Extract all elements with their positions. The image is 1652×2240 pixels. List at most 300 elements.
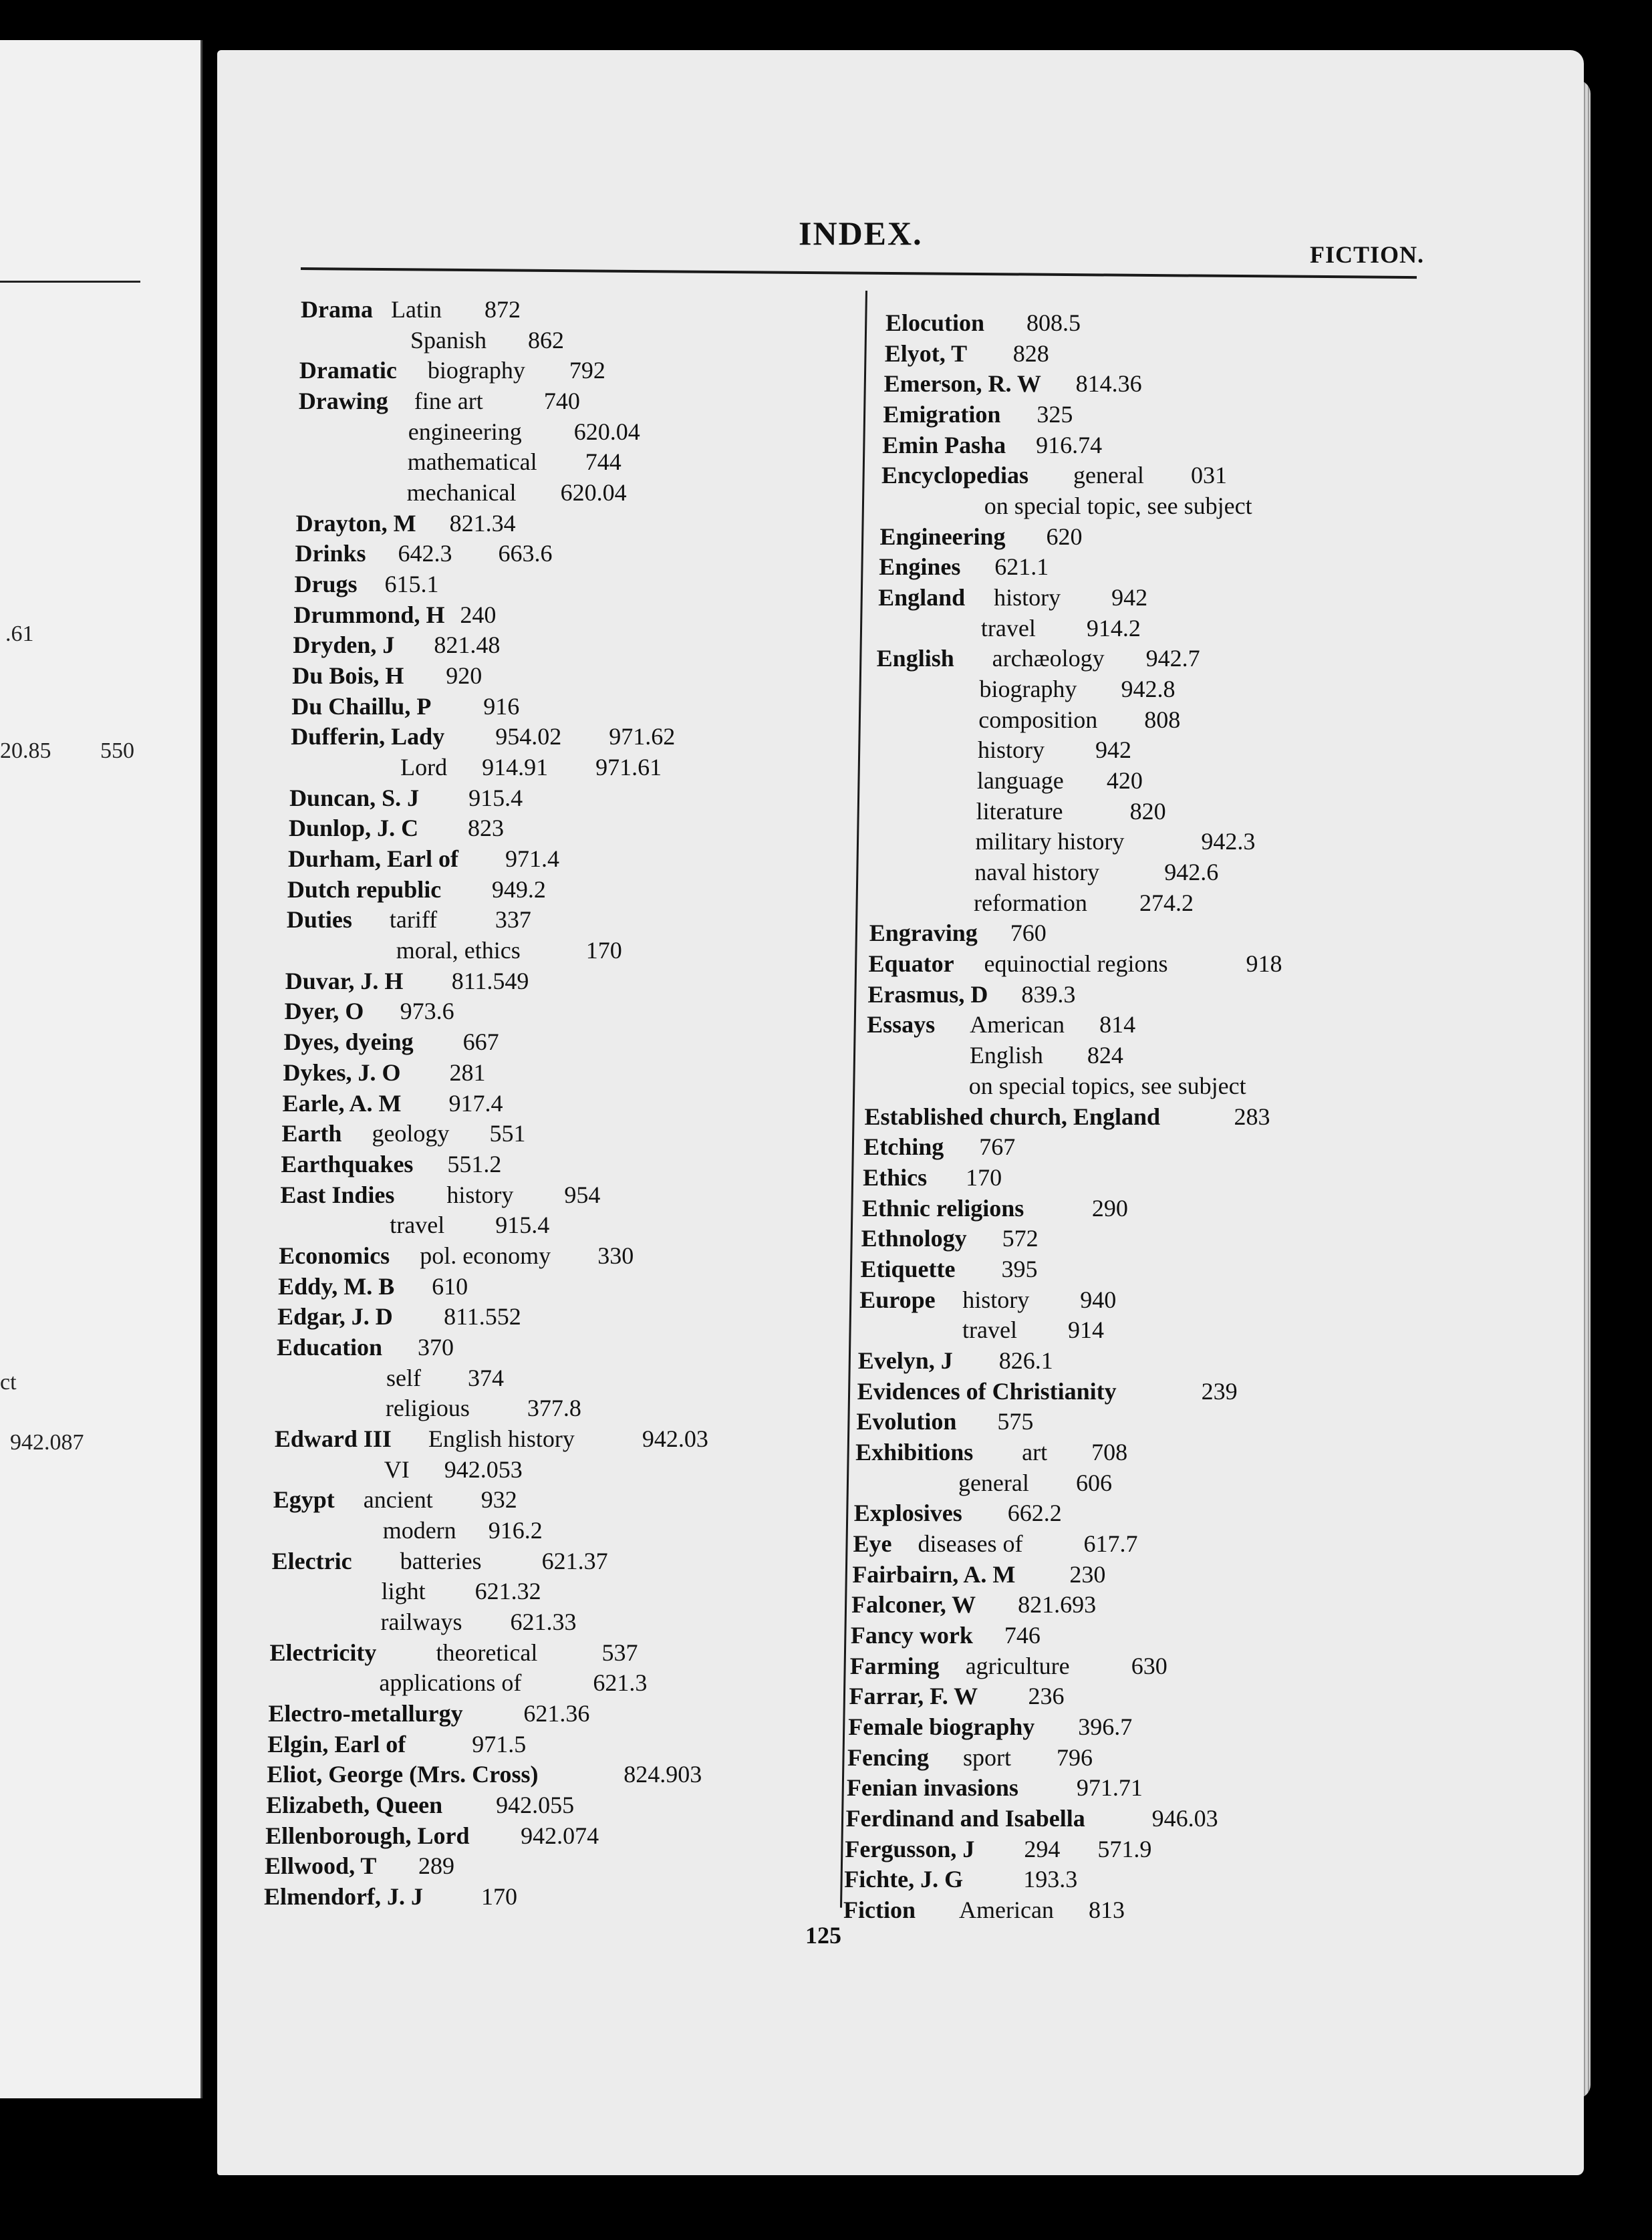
class-number: 942.053 (444, 1455, 523, 1483)
index-entry (287, 845, 559, 873)
index-entry (853, 1530, 1138, 1557)
class-number: 942 (1095, 736, 1132, 764)
index-term: Electro-metallurgy (268, 1699, 463, 1727)
index-entry (867, 980, 1076, 1008)
class-number: 551.2 (447, 1150, 502, 1177)
index-term: Europe (859, 1286, 936, 1313)
index-subterm: religious (385, 1395, 470, 1422)
class-number: 946.03 (1151, 1804, 1218, 1832)
class-number: 283 (1234, 1103, 1270, 1130)
index-term: Elocution (885, 309, 985, 336)
index-term: Fairbairn, A. M (852, 1560, 1016, 1588)
index-term: Ethics (863, 1163, 928, 1191)
index-term: Established church, England (864, 1103, 1160, 1130)
index-entry (849, 1683, 1065, 1710)
class-number: 942 (1111, 584, 1148, 611)
facing-page-text: 942.087 (10, 1430, 84, 1455)
index-subterm: modern (382, 1516, 456, 1544)
class-number: 290 (1091, 1194, 1128, 1222)
index-entry (879, 523, 1083, 550)
index-term: Engines (879, 553, 961, 581)
class-number: 971.61 (595, 754, 662, 781)
index-entry (286, 906, 531, 934)
index-entry (271, 1547, 608, 1574)
class-number: 395 (1001, 1255, 1038, 1282)
class-number: 760 (1010, 920, 1047, 947)
index-term: Etching (863, 1133, 944, 1161)
class-number: 606 (1075, 1469, 1112, 1496)
index-entry (864, 1103, 1270, 1130)
index-subterm: history (446, 1181, 514, 1208)
index-term: Fenian invasions (846, 1774, 1018, 1802)
index-subterm: mechanical (406, 479, 517, 507)
index-entry (291, 723, 676, 750)
index-term: Dykes, J. O (283, 1059, 401, 1086)
index-entry (845, 1804, 1218, 1832)
index-subterm: theoretical (436, 1639, 538, 1666)
class-number: 971.4 (505, 845, 559, 873)
index-entry (885, 309, 1081, 336)
class-number: 170 (585, 937, 622, 964)
index-term: Eye (853, 1530, 892, 1557)
class-number: 551 (489, 1120, 526, 1147)
index-entry (274, 1425, 708, 1452)
class-number: 821.48 (434, 632, 501, 659)
class-number: 862 (527, 326, 564, 354)
class-number: 289 (418, 1852, 455, 1880)
index-term: Earth (281, 1120, 342, 1147)
index-entry (280, 1181, 601, 1208)
index-entry (852, 1560, 1106, 1588)
class-number: 031 (1190, 462, 1227, 489)
index-entry (847, 1743, 1093, 1771)
index-entry (282, 1089, 503, 1117)
class-number: 828 (1012, 339, 1049, 367)
index-term: Duties (286, 906, 352, 934)
class-number: 621.36 (523, 1699, 590, 1727)
index-subterm: ancient (363, 1486, 433, 1514)
index-subterm: art (1022, 1438, 1048, 1465)
index-subterm: fine art (414, 388, 483, 415)
index-term: Economics (279, 1242, 390, 1269)
index-term: Electric (271, 1547, 352, 1574)
index-subterm: language (976, 767, 1064, 795)
class-number: 740 (543, 388, 580, 415)
index-term: Evidences of Christianity (857, 1377, 1117, 1405)
index-subterm: self (386, 1364, 421, 1391)
index-term: Edgar, J. D (277, 1303, 393, 1331)
class-number: 824 (1087, 1042, 1123, 1069)
class-number: 374 (467, 1364, 504, 1391)
class-number: 572 (1002, 1225, 1039, 1252)
index-term: Dramatic (299, 357, 397, 384)
index-subterm: English history (428, 1425, 575, 1452)
index-entry (281, 1150, 502, 1177)
class-number: 916.74 (1036, 431, 1103, 458)
index-term: Encyclopedias (881, 462, 1028, 489)
class-number: 230 (1069, 1560, 1106, 1588)
index-entry (287, 875, 546, 903)
facing-page-text: .61 (5, 621, 34, 646)
index-term: Drugs (294, 571, 358, 598)
index-subterm: Latin (391, 296, 442, 323)
class-number: 971.71 (1076, 1774, 1143, 1802)
index-term: Dunlop, J. C (289, 815, 419, 842)
index-entry (284, 998, 454, 1025)
index-subterm: on special topic, see subject (984, 493, 1252, 520)
index-subterm: biography (427, 357, 525, 384)
index-term: English (876, 645, 954, 672)
class-number: 396.7 (1078, 1713, 1133, 1740)
index-subterm: diseases of (918, 1530, 1023, 1557)
class-number: 820 (1129, 797, 1166, 825)
index-term: Durham, Earl of (287, 845, 458, 873)
class-number: 813 (1089, 1897, 1125, 1923)
index-term: Education (277, 1333, 383, 1361)
class-number: 914 (1068, 1316, 1105, 1344)
index-entry (846, 1774, 1143, 1802)
class-number: 170 (966, 1163, 1002, 1191)
index-entry (265, 1822, 599, 1849)
class-number: 620 (1046, 523, 1083, 550)
index-subterm: American (959, 1897, 1054, 1923)
index-entry (269, 1639, 638, 1666)
index-entry (301, 296, 521, 323)
index-entry (881, 462, 1227, 489)
class-number: 916 (483, 692, 520, 720)
class-number: 942.3 (1201, 828, 1256, 855)
class-number: 914.91 (482, 754, 549, 781)
index-entry (283, 1059, 486, 1086)
index-subterm: Spanish (410, 326, 487, 354)
index-entry (299, 357, 605, 384)
index-entry (850, 1621, 1041, 1649)
index-term: Elizabeth, Queen (266, 1791, 443, 1818)
class-number: 325 (1037, 401, 1073, 428)
index-term: Dryden, J (293, 632, 395, 659)
class-number: 971.5 (472, 1730, 527, 1758)
class-number: 575 (997, 1408, 1034, 1435)
index-entry (848, 1713, 1133, 1740)
index-entry (876, 645, 1200, 672)
class-number: 811.552 (444, 1303, 521, 1331)
index-entry (268, 1699, 590, 1727)
index-entry (857, 1377, 1238, 1405)
index-entry (884, 339, 1049, 367)
index-entry (278, 1272, 468, 1300)
facing-page-rule (0, 281, 140, 283)
class-number: 932 (480, 1486, 517, 1514)
class-number: 746 (1004, 1621, 1041, 1649)
class-number: 914.2 (1086, 614, 1141, 642)
class-number: 918 (1246, 950, 1282, 978)
class-number: 663.6 (498, 540, 553, 567)
class-number: 811.549 (451, 967, 529, 994)
index-entry (883, 370, 1142, 398)
index-term: Dutch republic (287, 875, 442, 903)
index-entry (277, 1303, 521, 1331)
class-number: 940 (1080, 1286, 1117, 1313)
index-subterm: literature (976, 797, 1063, 825)
index-term: Fichte, J. G (844, 1866, 964, 1893)
index-entry (861, 1225, 1039, 1252)
index-subterm: equinoctial regions (984, 950, 1168, 978)
index-subterm: general (1073, 462, 1144, 489)
index-term: Female biography (848, 1713, 1035, 1740)
facing-page-fragment (0, 40, 202, 2098)
class-number: 617.7 (1083, 1530, 1138, 1557)
index-entry (295, 509, 516, 537)
class-number: 973.6 (400, 998, 454, 1025)
class-number: 708 (1091, 1438, 1128, 1465)
index-entry (849, 1652, 1167, 1679)
class-number: 942.8 (1121, 676, 1176, 703)
index-term: Drama (301, 296, 373, 323)
index-term: Elyot, T (884, 339, 968, 367)
index-subterm: engineering (408, 418, 522, 445)
index-entry (856, 1408, 1034, 1435)
class-number: 814 (1099, 1011, 1136, 1038)
index-term: Eddy, M. B (278, 1272, 395, 1300)
index-term: Drinks (295, 540, 366, 567)
index-subterm: pol. economy (420, 1242, 551, 1269)
index-subterm: travel (962, 1316, 1017, 1344)
index-subterm: archæology (992, 645, 1105, 672)
class-number: 824.903 (624, 1761, 702, 1788)
class-number: 662.2 (1007, 1500, 1062, 1527)
class-number: 915.4 (468, 784, 523, 811)
index-subterm: travel (390, 1212, 445, 1239)
class-number: 377.8 (527, 1395, 581, 1422)
index-term: Drawing (298, 388, 388, 415)
class-number: 337 (495, 906, 531, 934)
index-term: Fancy work (850, 1621, 973, 1649)
index-term: Fencing (847, 1743, 930, 1771)
index-subterm: travel (980, 614, 1036, 642)
index-entry (289, 784, 523, 811)
index-term: Dufferin, Lady (291, 723, 445, 750)
index-term: Egypt (273, 1486, 335, 1514)
index-entry (285, 967, 529, 994)
class-number: 796 (1057, 1743, 1093, 1771)
index-term: Electricity (269, 1639, 377, 1666)
index-entry (279, 1242, 634, 1269)
index-subterm: VI (384, 1455, 410, 1483)
class-number: 942.074 (521, 1822, 599, 1849)
index-entry (281, 1120, 526, 1147)
index-term: Evelyn, J (857, 1347, 953, 1374)
class-number: 615.1 (384, 571, 439, 598)
index-term: Farrar, F. W (849, 1683, 978, 1710)
class-number: 942.055 (496, 1791, 575, 1818)
class-number: 942.6 (1164, 859, 1219, 886)
class-number: 949.2 (491, 875, 546, 903)
index-term: Du Chaillu, P (291, 692, 432, 720)
class-number: 821.693 (1018, 1591, 1097, 1619)
class-number: 823 (468, 815, 505, 842)
index-term: Elmendorf, J. J (264, 1883, 423, 1910)
index-subterm: military history (975, 828, 1125, 855)
class-number: 917.4 (448, 1089, 503, 1117)
index-term: Drayton, M (295, 509, 416, 537)
index-term: England (878, 584, 966, 611)
index-subterm: applications of (379, 1669, 522, 1697)
index-term: Essays (867, 1011, 936, 1038)
index-term: Duncan, S. J (289, 784, 420, 811)
index-term: Explosives (853, 1500, 962, 1527)
index-entry (267, 1761, 702, 1788)
index-term: Duvar, J. H (285, 967, 404, 994)
index-entry (844, 1866, 1078, 1893)
class-number: 193.3 (1023, 1866, 1078, 1893)
index-subterm: agriculture (965, 1652, 1070, 1679)
page-number: 125 (805, 1922, 841, 1949)
index-term: Fiction (843, 1897, 916, 1923)
class-number: 642.3 (398, 540, 452, 567)
index-entry (294, 571, 439, 598)
class-number: 954.02 (495, 723, 562, 750)
index-entry (853, 1500, 1062, 1527)
index-entry (859, 1286, 1117, 1313)
index-subterm: composition (978, 706, 1098, 733)
index-term: Ellenborough, Lord (265, 1822, 470, 1849)
class-number: 916.2 (488, 1516, 543, 1544)
class-number: 792 (569, 357, 605, 384)
index-entry (883, 401, 1073, 428)
index-entry (289, 815, 505, 842)
index-term: Edward III (274, 1425, 392, 1452)
class-number: 839.3 (1021, 980, 1076, 1008)
index-term: Engineering (879, 523, 1006, 550)
index-entry (845, 1835, 1152, 1862)
index-subterm: history (994, 584, 1061, 611)
index-entry (863, 1163, 1002, 1191)
index-term: Evolution (856, 1408, 957, 1435)
index-subterm: on special topics, see subject (968, 1072, 1246, 1099)
index-term: Exhibitions (855, 1438, 974, 1465)
index-term: Emerson, R. W (883, 370, 1041, 398)
class-number: 954 (564, 1181, 601, 1208)
class-number: 942.7 (1145, 645, 1200, 672)
index-entry (273, 1486, 517, 1514)
class-number: 942.03 (642, 1425, 708, 1452)
class-number: 236 (1028, 1683, 1065, 1710)
index-subterm: general (958, 1469, 1029, 1496)
class-number: 872 (485, 296, 521, 323)
index-term: Ethnic religions (861, 1194, 1024, 1222)
index-entry (851, 1591, 1097, 1619)
index-term: Emin Pasha (882, 431, 1006, 458)
index-term: Dyes, dyeing (283, 1028, 414, 1056)
index-subterm: Lord (400, 754, 448, 781)
facing-page-text: ct (0, 1370, 17, 1395)
class-number: 571.9 (1097, 1835, 1152, 1862)
facing-page-text: 20.85 (0, 738, 51, 763)
index-entry (264, 1883, 517, 1910)
class-number: 826.1 (998, 1347, 1053, 1374)
index-term: Fergusson, J (845, 1835, 975, 1862)
index-term: Drummond, H (293, 601, 445, 628)
index-entry (283, 1028, 499, 1056)
index-entry (867, 1011, 1136, 1038)
class-number: 274.2 (1139, 889, 1194, 916)
index-term: Eliot, George (Mrs. Cross) (267, 1761, 539, 1788)
class-number: 370 (418, 1333, 454, 1361)
index-term: Ellwood, T (265, 1852, 377, 1880)
class-number: 239 (1201, 1377, 1238, 1405)
class-number: 630 (1131, 1652, 1167, 1679)
index-subterm: light (381, 1578, 426, 1605)
index-entry (298, 388, 580, 415)
class-number: 170 (481, 1883, 517, 1910)
index-subterm: naval history (974, 859, 1100, 886)
index-term: Equator (868, 950, 954, 978)
index-term: Earle, A. M (282, 1089, 402, 1117)
index-entry (293, 601, 497, 628)
index-subterm: sport (963, 1743, 1012, 1771)
index-subterm: mathematical (407, 448, 537, 476)
index-subterm: history (962, 1286, 1030, 1313)
index-term: Du Bois, H (292, 662, 404, 690)
class-number: 814.36 (1075, 370, 1142, 398)
page-title: INDEX. (799, 215, 923, 252)
class-number: 537 (601, 1639, 638, 1666)
class-number: 621.1 (994, 553, 1049, 581)
index-entry (292, 662, 483, 690)
class-number: 744 (585, 448, 622, 476)
index-entry (882, 431, 1103, 458)
class-number: 620.04 (573, 418, 640, 445)
index-subterm: railways (380, 1608, 462, 1635)
index-term: Ferdinand and Isabella (845, 1804, 1085, 1832)
class-number: 767 (979, 1133, 1016, 1161)
index-entry (293, 632, 501, 659)
class-number: 610 (432, 1272, 468, 1300)
index-entry (869, 920, 1047, 947)
class-number: 920 (446, 662, 483, 690)
index-subterm: biography (979, 676, 1077, 703)
class-number: 821.34 (449, 509, 516, 537)
index-subterm: batteries (400, 1547, 482, 1574)
class-number: 621.32 (474, 1578, 541, 1605)
index-subterm: tariff (389, 906, 438, 934)
class-number: 420 (1106, 767, 1143, 795)
index-subterm: reformation (973, 889, 1087, 916)
facing-page-text: 550 (100, 738, 134, 763)
class-number: 808 (1144, 706, 1181, 733)
index-entry (857, 1347, 1053, 1374)
index-term: Etiquette (860, 1255, 956, 1282)
index-entry (267, 1730, 527, 1758)
index-term: Emigration (883, 401, 1001, 428)
index-subterm: American (970, 1011, 1065, 1038)
index-subterm: geology (372, 1120, 450, 1147)
class-number: 620.04 (560, 479, 627, 507)
section-heading: FICTION. (1310, 241, 1425, 268)
index-entry (863, 1133, 1016, 1161)
class-number: 667 (462, 1028, 499, 1056)
index-term: East Indies (280, 1181, 395, 1208)
index-term: Farming (849, 1652, 940, 1679)
index-entry (277, 1333, 454, 1361)
index-entry (879, 553, 1049, 581)
index-term: Earthquakes (281, 1150, 414, 1177)
index-term: Ethnology (861, 1225, 967, 1252)
class-number: 281 (449, 1059, 486, 1086)
class-number: 808.5 (1026, 309, 1081, 336)
index-subterm: history (978, 736, 1045, 764)
index-term: Falconer, W (851, 1591, 976, 1619)
